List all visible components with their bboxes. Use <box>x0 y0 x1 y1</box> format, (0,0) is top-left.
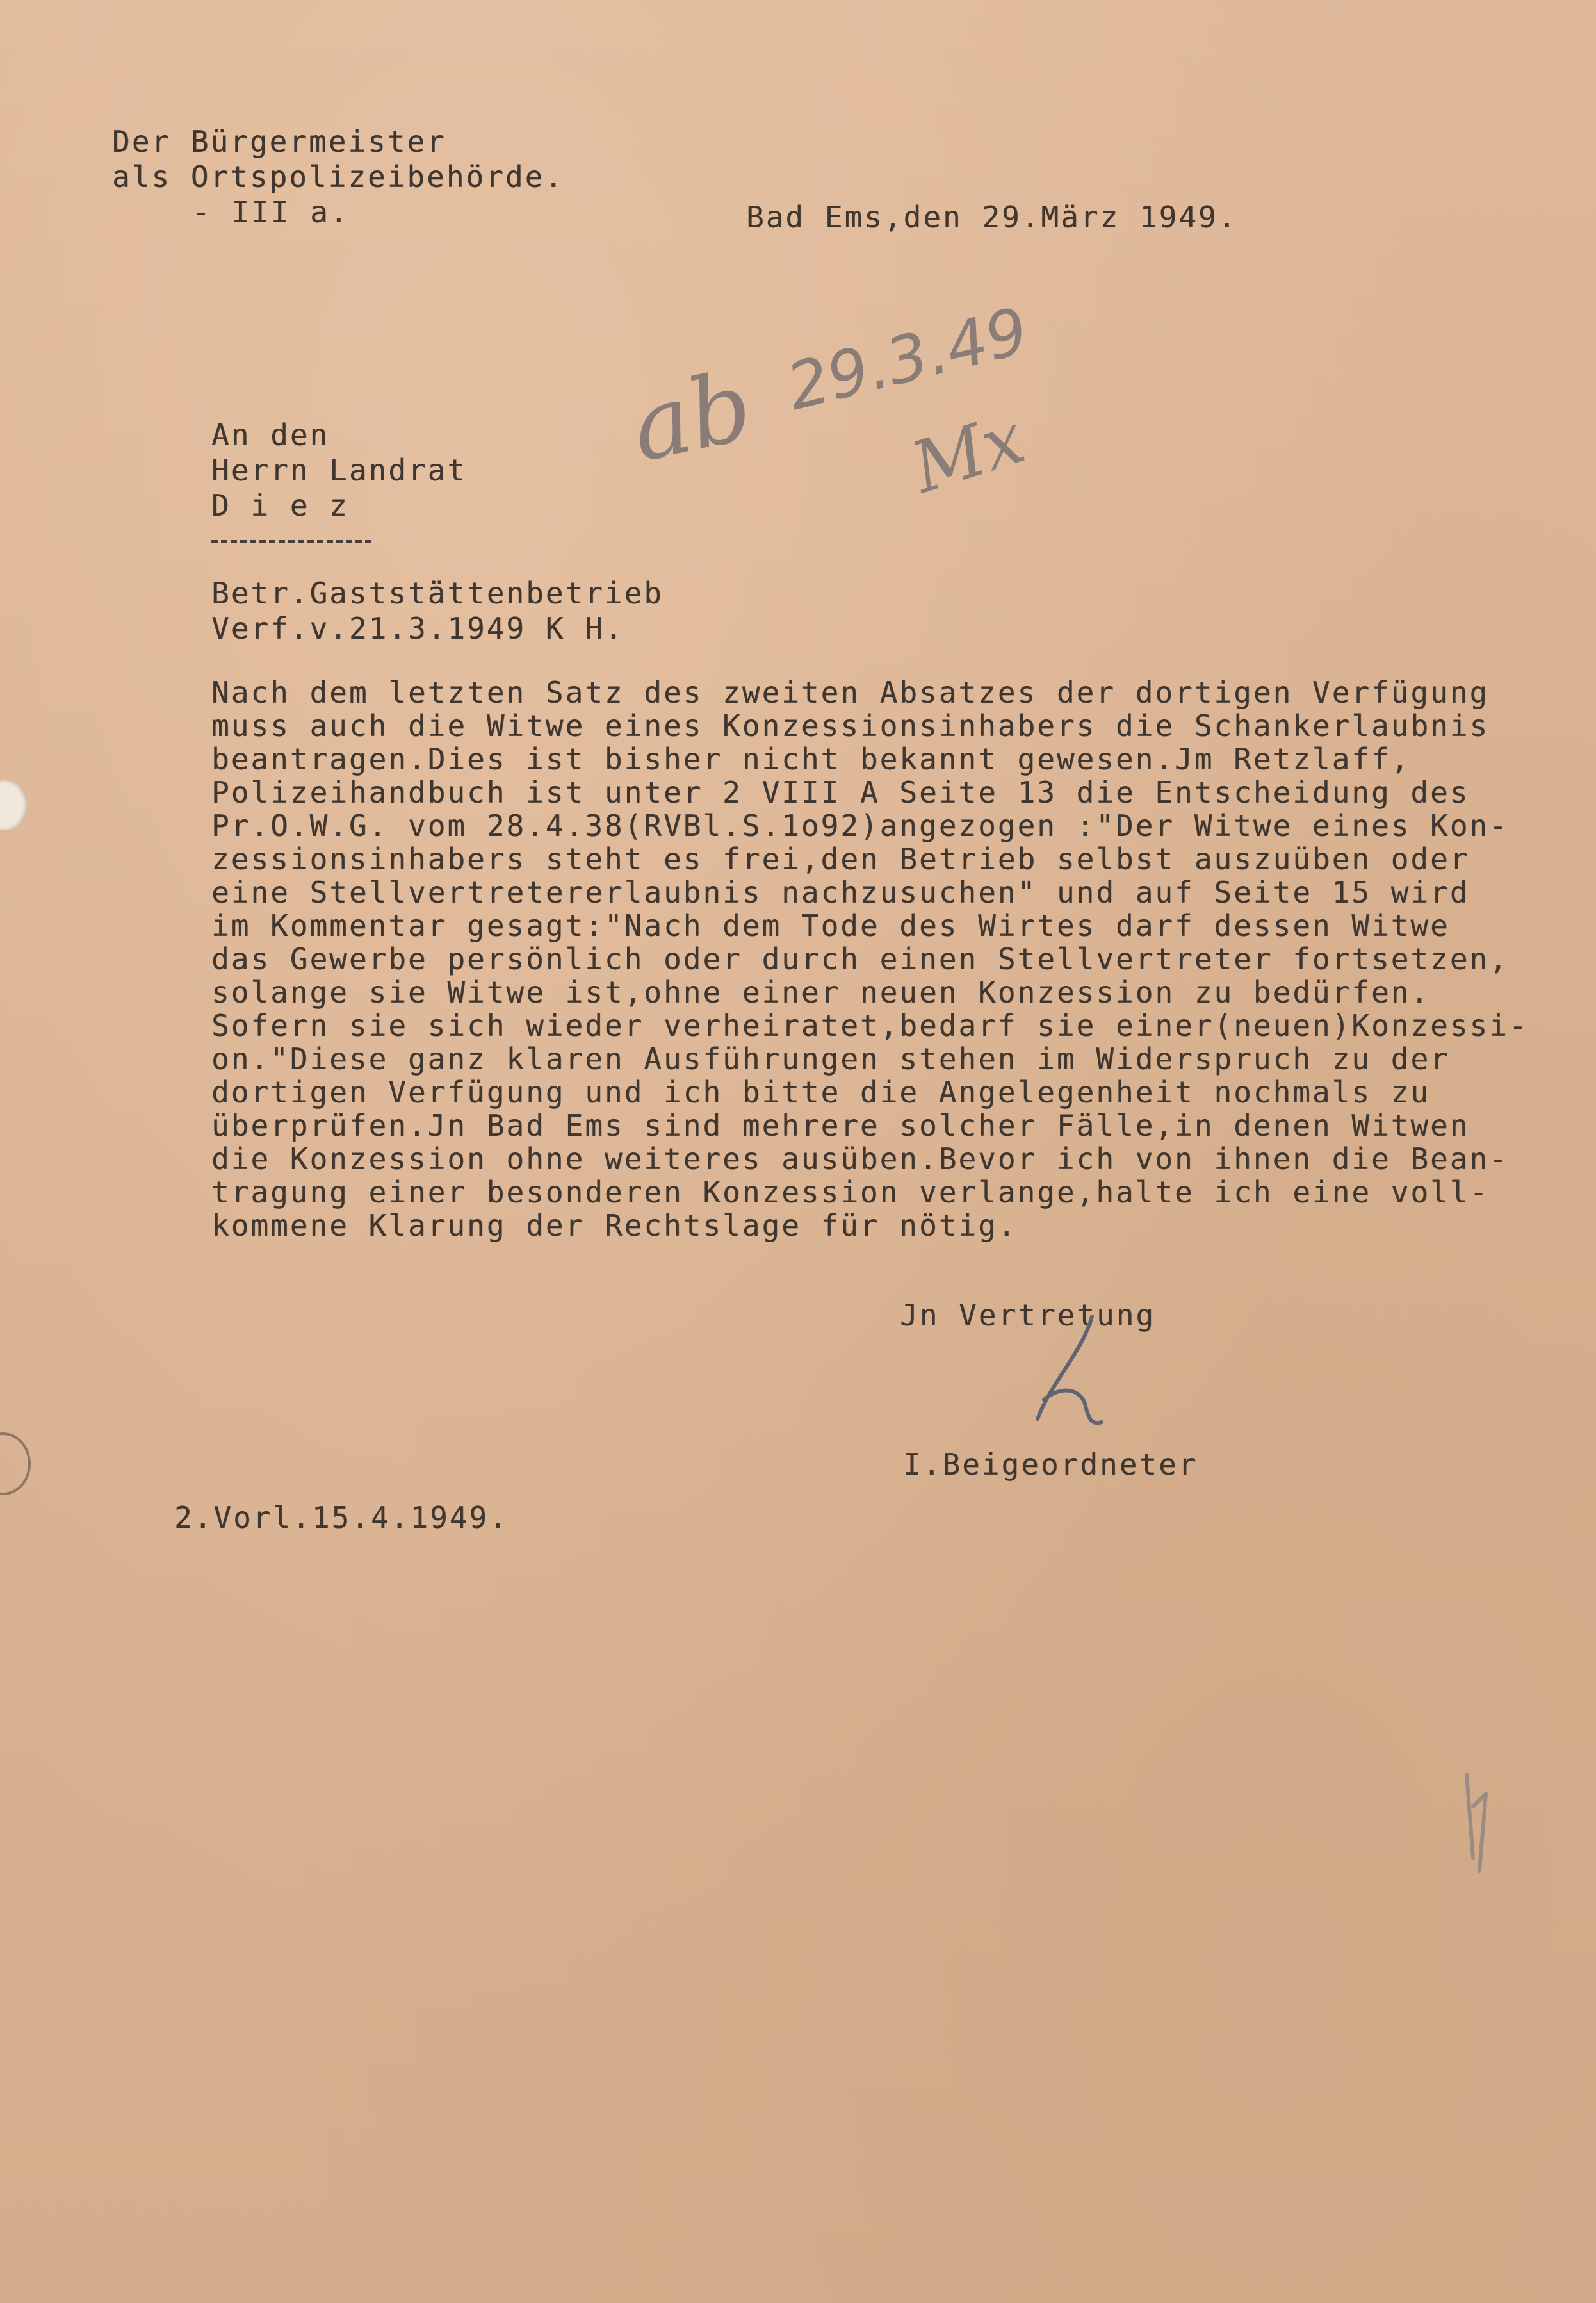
sender-line-3: - III a. <box>192 195 350 229</box>
handwritten-initials: Mx <box>902 397 1034 509</box>
handwritten-date: 29.3.49 <box>779 293 1036 425</box>
body-line: Pr.O.W.G. vom 28.4.38(RVBl.S.1o92)angezogen :"Der Witwe eines Kon- <box>211 808 1509 843</box>
body-line: Polizeihandbuch ist unter 2 VIII A Seite 13 die Entscheidung des <box>211 775 1470 810</box>
body-line: das Gewerbe persönlich oder durch einen Stellvertreter fortsetzen, <box>211 942 1509 976</box>
followup-note: 2.Vorl.15.4.1949. <box>174 1500 509 1535</box>
body-line: überprüfen.Jn Bad Ems sind mehrere solcher Fälle,in denen Witwen <box>211 1108 1470 1143</box>
signature-stroke <box>1038 1316 1102 1423</box>
letter-date: Bad Ems,den 29.März 1949. <box>746 200 1238 234</box>
closing-phrase: Jn Vertretung <box>900 1298 1156 1332</box>
sender-line-1: Der Bürgermeister <box>112 124 446 159</box>
body-line: eine Stellvertretererlaubnis nachzusuchen" und auf Seite 15 wird <box>211 875 1470 910</box>
body-line: tragung einer besonderen Konzession verlange,halte ich eine voll- <box>211 1175 1490 1209</box>
body-line: kommene Klarung der Rechtslage für nötig. <box>211 1208 1018 1243</box>
body-line: im Kommentar gesagt:"Nach dem Tode des Wirtes darf dessen Witwe <box>211 908 1450 943</box>
body-line: on."Diese ganz klaren Ausführungen stehen im Widerspruch zu der <box>211 1042 1450 1076</box>
recipient-line-2: Herrn Landrat <box>211 453 468 488</box>
body-line: zessionsinhabers steht es frei,den Betrieb selbst auszuüben oder <box>211 842 1470 876</box>
sender-line-2: als Ortspolizeibehörde. <box>112 160 564 194</box>
body-line: die Konzession ohne weiteres ausüben.Bevor ich von ihnen die Bean- <box>211 1142 1509 1176</box>
body-line: Nach dem letzten Satz des zweiten Absatzes der dortigen Verfügung <box>211 675 1490 710</box>
handwritten-ab: ab <box>622 350 761 484</box>
subject-line-2: Verf.v.21.3.1949 K H. <box>211 611 624 646</box>
body-line: Sofern sie sich wieder verheiratet,bedarf sie einer(neuen)Konzessi- <box>211 1008 1529 1043</box>
body-line: solange sie Witwe ist,ohne einer neuen Konzession zu bedürfen. <box>211 975 1431 1010</box>
recipient-line-1: An den <box>211 418 330 452</box>
recipient-line-3: D i e z <box>211 488 349 523</box>
body-line: dortigen Verfügung und ich bitte die Angelegenheit nochmals zu <box>211 1075 1431 1110</box>
body-line: beantragen.Dies ist bisher nicht bekannt gewesen.Jm Retzlaff, <box>211 742 1411 776</box>
subject-line-1: Betr.Gaststättenbetrieb <box>211 576 664 611</box>
signatory-title: I.Beigeordneter <box>903 1447 1198 1482</box>
body-line: muss auch die Witwe eines Konzessionsinhabers die Schankerlaubnis <box>211 709 1490 743</box>
